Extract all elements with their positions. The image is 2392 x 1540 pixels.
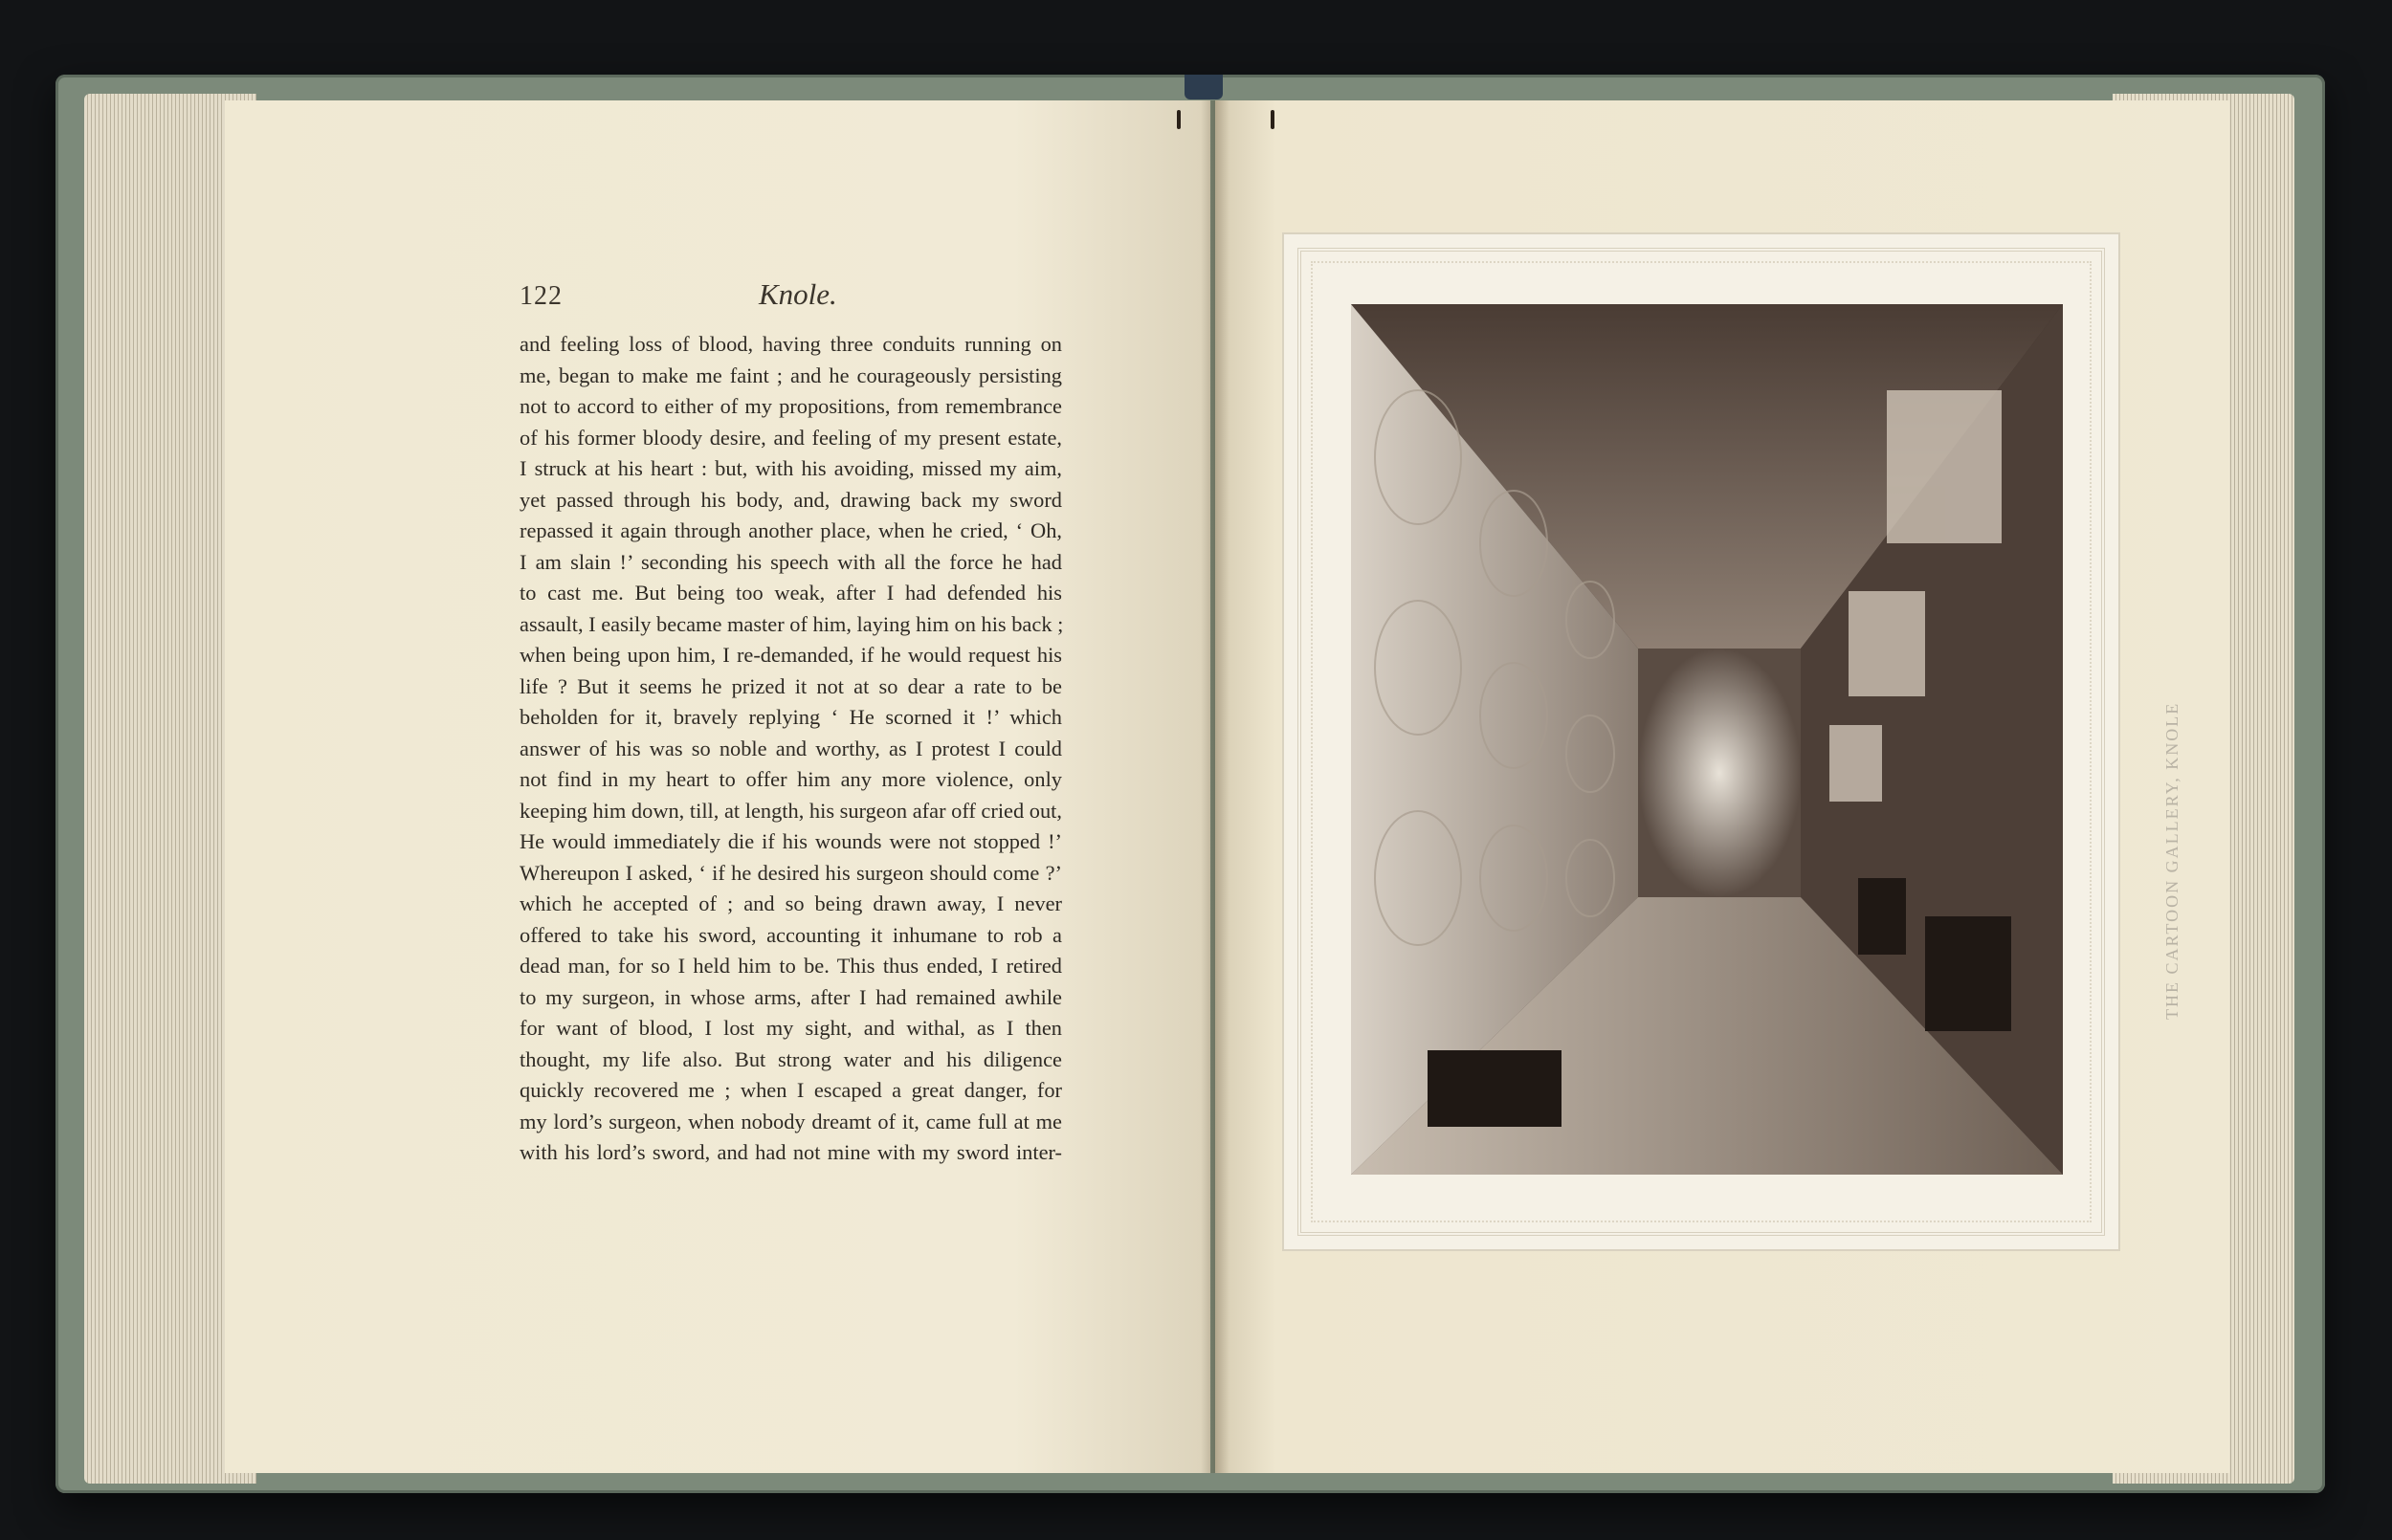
book-gutter (1201, 100, 1229, 1473)
text-line: assault, I easily became master of him, laying him on his back ; (520, 611, 1064, 636)
binding-thread (1177, 110, 1181, 129)
text-line: and feeling loss of blood, having three conduits running on (520, 332, 1062, 356)
text-line: Whereupon I asked, ‘ if he desired his surgeon should come ?’ (520, 860, 1062, 885)
plate-caption-text: THE CARTOON GALLERY, KNOLE (2162, 701, 2182, 1021)
text-line: thought, my life also. But strong water and his diligence (520, 1046, 1062, 1071)
text-line: I struck at his heart : but, with his avoiding, missed my aim, (520, 456, 1062, 480)
text-line: answer of his was so noble and worthy, as I protest I could (520, 736, 1062, 760)
text-line: of his former bloody desire, and feeling of my present estate, (520, 425, 1062, 450)
running-head (520, 277, 1065, 316)
text-line: keeping him down, till, at length, his surgeon afar off cried out, (520, 798, 1062, 823)
binding-thread (1271, 110, 1274, 129)
running-title: Knole. (759, 277, 837, 311)
text-line: with his lord’s sword, and had not mine with my sword inter- (520, 1140, 1062, 1164)
text-line: He would immediately die if his wounds were not stopped !’ (520, 829, 1062, 853)
text-line: repassed it again through another place, when he cried, ‘ Oh, (520, 518, 1062, 542)
text-line: to my surgeon, in whose arms, after I had remained awhile (520, 984, 1062, 1009)
text-line: yet passed through his body, and, drawing back my sword (520, 487, 1062, 512)
body-text (520, 329, 1062, 1169)
text-line: not find in my heart to offer him any more violence, only (520, 767, 1062, 791)
text-line: to cast me. But being too weak, after I had defended his (520, 581, 1062, 605)
text-line: for want of blood, I lost my sight, and withal, as I then (520, 1016, 1062, 1040)
book-spine (1185, 75, 1223, 99)
text-line: dead man, for so I held him to be. This thus ended, I retired (520, 954, 1062, 978)
page-number: 122 (520, 281, 563, 311)
text-line: life ? But it seems he prized it not at so dear a rate to be (520, 673, 1062, 698)
photo-far-window (1638, 649, 1801, 897)
text-line: beholden for it, bravely replying ‘ He scorned it !’ which (520, 705, 1062, 729)
text-line: offered to take his sword, accounting it inhumane to rob a (520, 922, 1062, 947)
text-line: me, began to make me faint ; and he courageously persisting (520, 363, 1062, 387)
text-line: my lord’s surgeon, when nobody dreamt of it, came full at me (520, 1109, 1062, 1133)
text-line: when being upon him, I re-demanded, if he would request his (520, 643, 1062, 667)
text-line: not to accord to either of my propositions, from remembrance (520, 394, 1062, 418)
gallery-photograph (1351, 304, 2063, 1175)
text-line: I am slain !’ seconding his speech with all the force he had (520, 549, 1062, 574)
text-line: which he accepted of ; and so being drawn away, I never (520, 891, 1062, 915)
text-line: quickly recovered me ; when I escaped a great danger, for (520, 1078, 1062, 1102)
